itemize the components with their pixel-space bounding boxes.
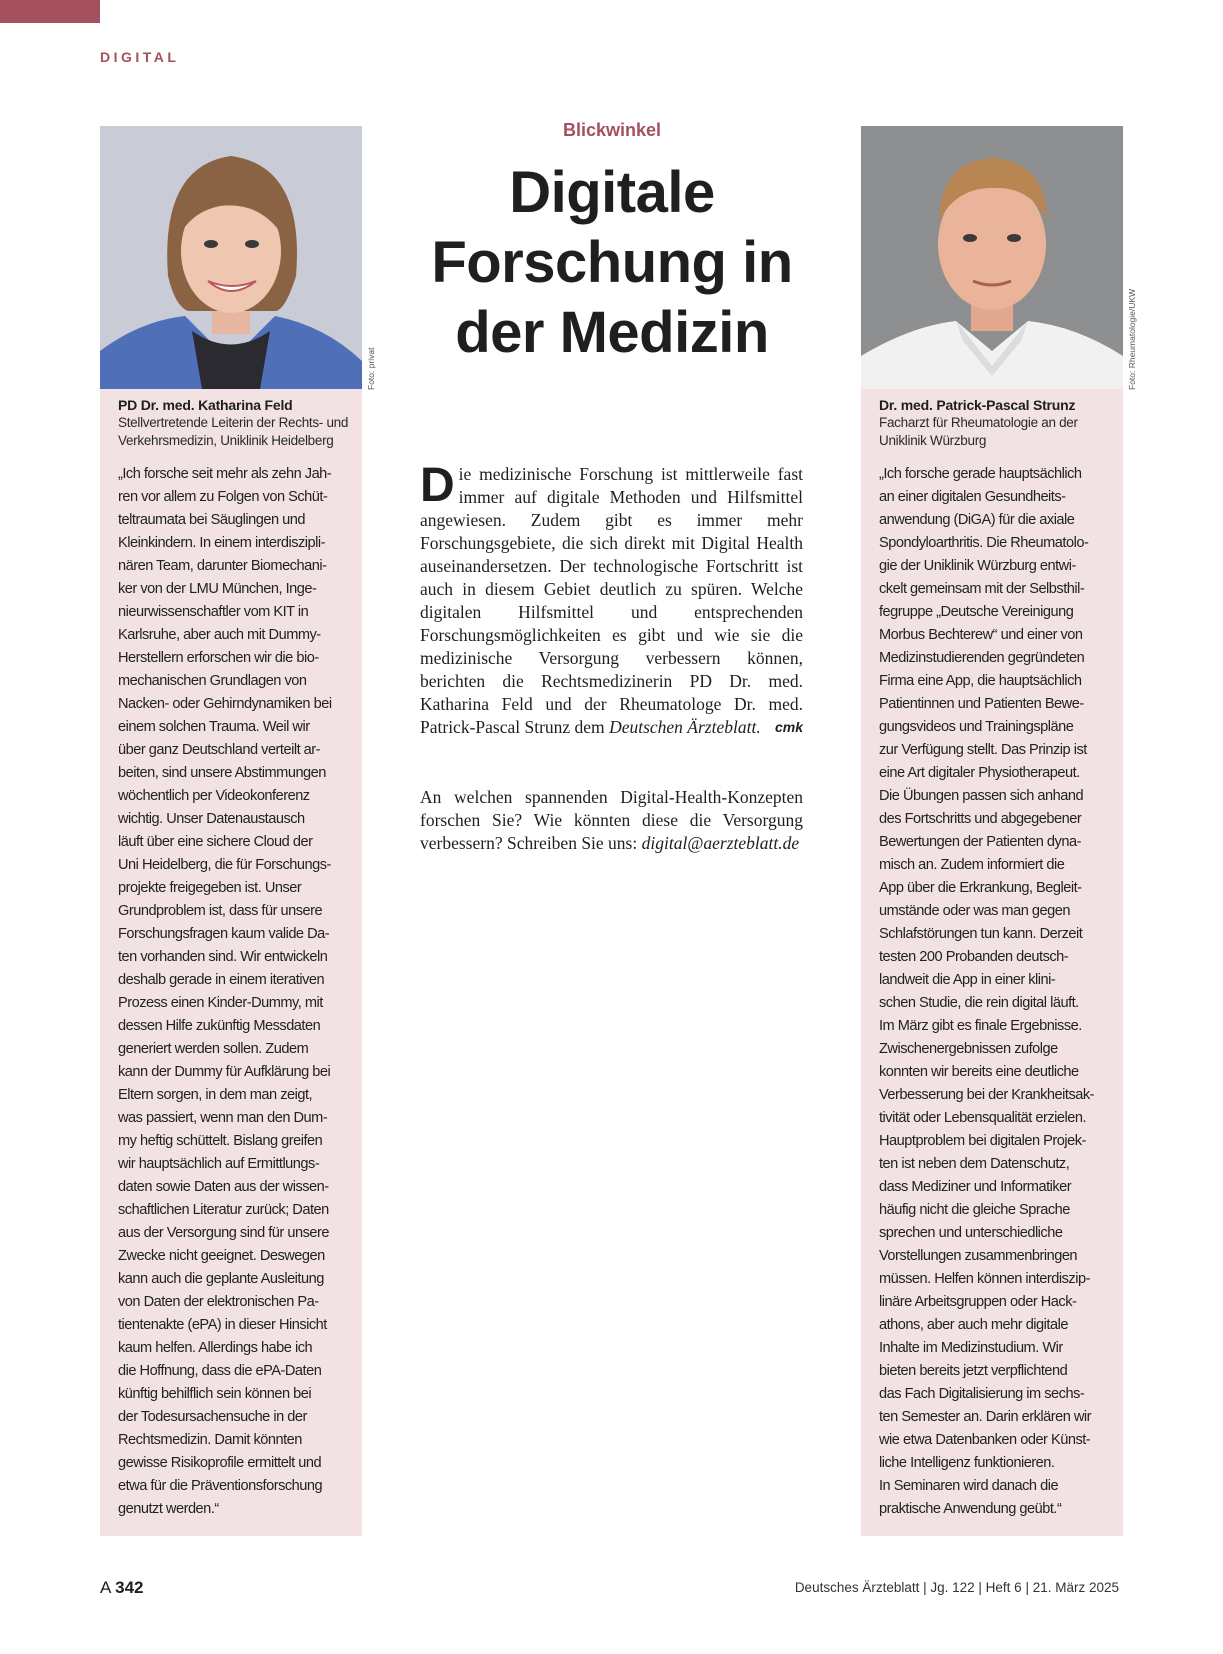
- article-intro: [420, 459, 803, 739]
- page-number: [100, 1578, 144, 1598]
- left-profile-column: [100, 126, 362, 1536]
- section-label: DIGITAL: [100, 49, 180, 65]
- left-person-role: Stellvertretende Leiterin der Rechts- und Verkehrsmedizin, Uniklinik Heidelberg: [118, 415, 349, 448]
- right-person-info: [879, 396, 1113, 450]
- top-accent-bar: [0, 0, 100, 23]
- intro-text: ie medizinische Forschung ist mittlerweile fast immer auf digitale Methoden und Hilfsmittel angewiesen. Zudem gibt es immer mehr Forschungsgebiete, die sich direkt mit Digital Health auseinandersetzen. Der technologische Fortschritt ist auch in diesem Gebiet deutlich zu spüren. Welche digitalen Hilfsmittel und entsprechenden Forschungsmöglichkeiten es gibt und wie sie die medizinische Versorgung verbessern können, berichten die Rechtsmedizinerin PD Dr. med. Katharina Feld und der Rheumatologe Dr. med. Patrick-Pascal Strunz dem: [420, 464, 803, 737]
- right-profile-column: [861, 126, 1123, 1536]
- contact-email-link[interactable]: digital@aerzteblatt.de: [641, 833, 800, 853]
- intro-dropcap: D: [420, 459, 455, 512]
- page-prefix: A: [100, 1578, 111, 1597]
- left-photo-credit: Foto: privat: [366, 347, 376, 390]
- portrait-photo-right: [861, 126, 1123, 389]
- left-person-name: PD Dr. med. Katharina Feld: [118, 397, 293, 413]
- right-photo-credit: Foto: Rheumatologie/UKW: [1127, 288, 1137, 390]
- article-headline: Digitale Forschung in der Medizin: [431, 160, 793, 365]
- reader-question: [420, 786, 803, 855]
- left-person-info: [118, 396, 352, 450]
- page-number-value: 342: [115, 1578, 144, 1597]
- right-person-role: Facharzt für Rheumatologie an der Uniklinik Würzburg: [879, 415, 1078, 448]
- author-tag: cmk: [774, 719, 803, 735]
- intro-publication: Deutschen Ärzteblatt.: [609, 717, 761, 737]
- question-text: An welchen spannenden Digital-Health-Konzepten forschen Sie? Wie könnten diese die Versorgung verbessern? Schreiben Sie uns:: [420, 787, 803, 853]
- portrait-photo-left: [100, 126, 362, 389]
- article-kicker: Blickwinkel: [562, 120, 662, 140]
- right-person-quote: „Ich forsche gerade hauptsächlich an einer digitalen Gesundheits- anwendung (DiGA) für die axiale Spondyloarthritis. Die Rheumatolo- gie der Uniklinik Würzburg entwi- ckelt gemeinsam mit der Selbsthil- fegruppe „Deutsche Vereinigung Morbus Bechterew“ und einer von Medizinstudierenden gegründeten Firma eine App, die hauptsächlich Patientinnen und Patienten Bewe- gungsvideos und Trainingspläne zur Verfügung stellt. Das Prinzip ist eine Art digitaler Physiotherapeut. Die Übungen passen sich anhand des Fortschritts und abgegebener Bewertungen der Patienten dyna- misch an. Zudem informiert die App über die Erkrankung, Begleit- umstände oder was man gegen Schlafstörungen tun kann. Derzeit testen 200 Probanden deutsch- landweit die App in einer klini- schen Studie, die rein digital läuft. Im März gibt es finale Ergebnisse. Zwischenergebnissen zufolge konnten wir bereits eine deutliche Verbesserung bei der Krankheitsak- tivität oder Lebensqualität erzielen. Hauptproblem bei digitalen Projek- ten ist neben dem Datenschutz, dass Mediziner und Informatiker häufig nicht die gleiche Sprache sprechen und unterschiedliche Vorstellungen zusammenbringen müssen. Helfen können interdiszip- linäre Arbeitsgruppen oder Hack- athons, aber auch mehr digitale Inhalte im Medizinstudium. Wir bieten bereits jetzt verpflichtend das Fach Digitalisierung im sechs- ten Semester an. Darin erklären wir wie etwa Datenbanken oder Künst- liche Intelligenz funktionieren. In Seminaren wird danach die praktische Anwendung geübt.“: [879, 466, 1095, 1517]
- right-person-name: Dr. med. Patrick-Pascal Strunz: [879, 397, 1076, 413]
- publication-info: Deutsches Ärzteblatt | Jg. 122 | Heft 6 | 21. März 2025: [794, 1580, 1119, 1595]
- left-person-quote: „Ich forsche seit mehr als zehn Jah- ren vor allem zu Folgen von Schüt- teltraumata bei Säuglingen und Kleinkindern. In einem interdiszipli- nären Team, darunter Biomechani- ker von der LMU München, Inge- nieurwissenschaftler vom KIT in Karlsruhe, aber auch mit Dummy- Herstellern erforschen wir die bio- mechanischen Grundlagen von Nacken- oder Gehirndynamiken bei einem solchen Trauma. Weil wir über ganz Deutschland verteilt ar- beiten, sind unsere Abstimmungen wöchentlich per Videokonferenz wichtig. Unser Datenaustausch läuft über eine sichere Cloud der Uni Heidelberg, die für Forschungs- projekte freigegeben ist. Unser Grundproblem ist, dass für unsere Forschungsfragen kaum valide Da- ten vorhanden sind. Wir entwickeln deshalb gerade in einem iterativen Prozess einen Kinder-Dummy, mit dessen Hilfe zukünftig Messdaten generiert werden sollen. Zudem kann der Dummy für Aufklärung bei Eltern sorgen, in dem man zeigt, was passiert, wenn man den Dum- my heftig schüttelt. Bislang greifen wir hauptsächlich auf Ermittlungs- daten sowie Daten aus der wissen- schaftlichen Literatur zurück; Daten aus der Versorgung sind für unsere Zwecke nicht geeignet. Deswegen kann auch die geplante Ausleitung von Daten der elektronischen Pa- tientenakte (ePA) in dieser Hinsicht kaum helfen. Allerdings habe ich die Hoffnung, dass die ePA-Daten künftig behilflich sein können bei der Todesursachensuche in der Rechtsmedizin. Damit könnten gewisse Risikoprofile ermittelt und etwa für die Präventionsforschung genutzt werden.“: [118, 466, 332, 1517]
